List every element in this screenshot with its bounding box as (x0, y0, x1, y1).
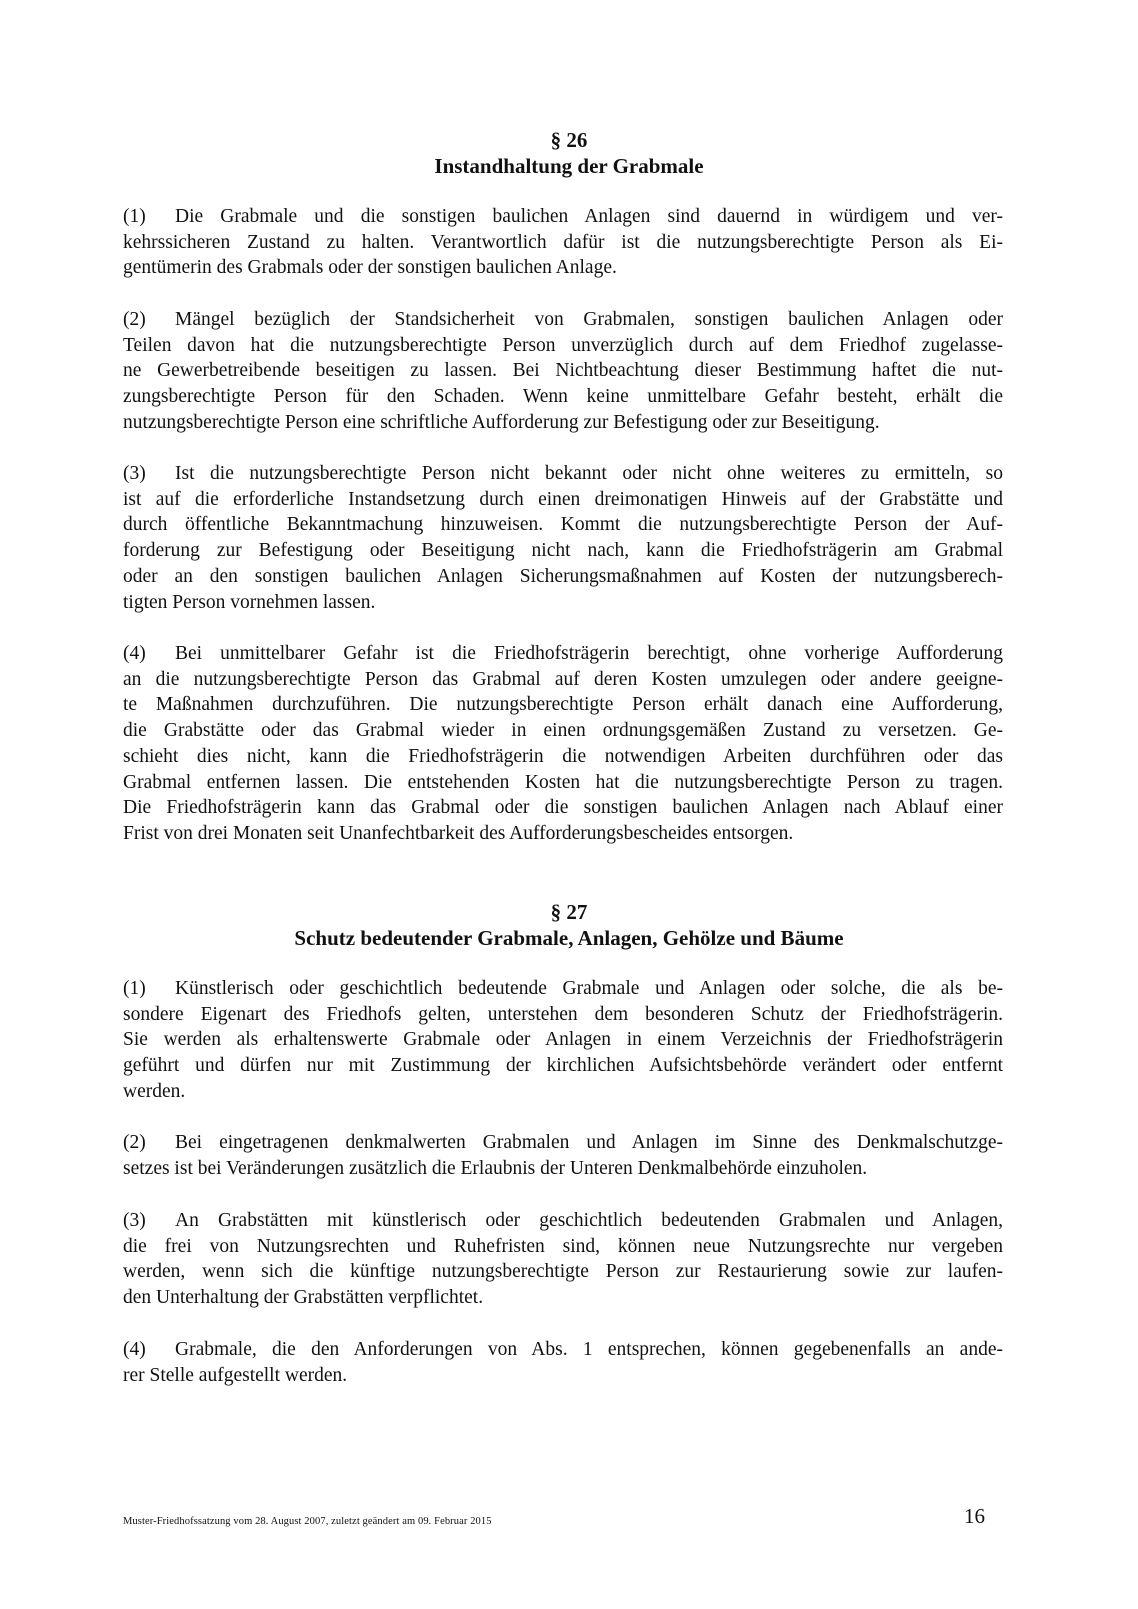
paragraph-line: (1) Künstlerisch oder geschichtlich bedeutende Grabmale und Anlagen oder solche, die als be- (123, 976, 1003, 1002)
section-27-paragraph-3 (123, 1208, 1003, 1311)
section-27-paragraph-4 (123, 1337, 1003, 1388)
paragraph-number: (1) (123, 978, 146, 999)
paragraph-line: (2) Bei eingetragenen denkmalwerten Grabmalen und Anlagen im Sinne des Denkmalschutzge- (123, 1130, 1003, 1156)
paragraph-line: nutzungsberechtigte Person eine schriftliche Aufforderung zur Befestigung oder zur Beseitigung. (123, 411, 880, 433)
paragraph-line: (4) Bei unmittelbarer Gefahr ist die Friedhofsträgerin berechtigt, ohne vorherige Aufforderung (123, 641, 1003, 667)
paragraph-line: te Maßnahmen durchzuführen. Die nutzungsberechtigte Person erhält danach eine Aufforderung, (123, 694, 1003, 716)
paragraph-line: die frei von Nutzungsrechten und Ruhefristen sind, können neue Nutzungsrechte nur vergeben (123, 1235, 1003, 1257)
section-27-paragraph-1 (123, 976, 1003, 1105)
paragraph-line: werden, wenn sich die künftige nutzungsberechtigte Person zur Restaurierung sowie zur laufen- (123, 1261, 1003, 1283)
section-27-paragraph-2 (123, 1130, 1003, 1181)
section-number: § 26 (550, 128, 588, 152)
paragraph-line: Grabmal entfernen lassen. Die entstehenden Kosten hat die nutzungsberechtigte Person zu tragen. (123, 771, 1003, 793)
paragraph-line: Frist von drei Monaten seit Unanfechtbarkeit des Aufforderungsbescheides entsorgen. (123, 822, 794, 844)
paragraph-number: (3) (123, 1210, 146, 1231)
paragraph-line: forderung zur Befestigung oder Beseitigung nicht nach, kann die Friedhofsträgerin am Grabmal (123, 540, 1003, 562)
section-title: Schutz bedeutender Grabmale, Anlagen, Gehölze und Bäume (294, 926, 844, 950)
paragraph-line: durch öffentliche Bekanntmachung hinzuweisen. Kommt die nutzungsberechtigte Person der Auf- (123, 514, 1003, 536)
paragraph-line: setzes ist bei Veränderungen zusätzlich die Erlaubnis der Unteren Denkmalbehörde einzuholen. (123, 1157, 868, 1179)
paragraph-line: sondere Eigenart des Friedhofs gelten, unterstehen dem besonderen Schutz der Friedhofsträgerin. (123, 1003, 1003, 1025)
paragraph-line: gentümerin des Grabmals oder der sonstigen baulichen Anlage. (123, 257, 617, 279)
paragraph-line: tigten Person vornehmen lassen. (123, 591, 376, 613)
paragraph-line: rer Stelle aufgestellt werden. (123, 1364, 348, 1386)
section-27-heading (0, 899, 1138, 951)
paragraph-number: (2) (123, 1132, 146, 1153)
footer-text: Muster-Friedhofssatzung vom 28. August 2007, zuletzt geändert am 09. Februar 2015 (123, 1516, 492, 1527)
paragraph-line: Die Friedhofsträgerin kann das Grabmal oder die sonstigen baulichen Anlagen nach Ablauf einer (123, 797, 1003, 819)
page-number: 16 (964, 1504, 985, 1528)
paragraph-number: (3) (123, 463, 146, 484)
paragraph-line: (3) An Grabstätten mit künstlerisch oder geschichtlich bedeutenden Grabmalen und Anlagen, (123, 1208, 1003, 1234)
paragraph-number: (2) (123, 309, 146, 330)
paragraph-line: den Unterhaltung der Grabstätten verpflichtet. (123, 1287, 484, 1309)
paragraph-line: (1) Die Grabmale und die sonstigen baulichen Anlagen sind dauernd in würdigem und ver- (123, 204, 1003, 230)
paragraph-line: werden. (123, 1080, 186, 1102)
paragraph-line: ist auf die erforderliche Instandsetzung durch einen dreimonatigen Hinweis auf der Grabstätte und (123, 488, 1003, 510)
paragraph-line: schieht dies nicht, kann die Friedhofsträgerin die notwendigen Arbeiten durchführen oder das (123, 745, 1003, 767)
section-26-heading (0, 127, 1138, 179)
paragraph-line: (2) Mängel bezüglich der Standsicherheit von Grabmalen, sonstigen baulichen Anlagen oder (123, 307, 1003, 333)
paragraph-number: (4) (123, 643, 146, 664)
paragraph-number: (1) (123, 206, 146, 227)
section-26-paragraph-3 (123, 461, 1003, 615)
section-title: Instandhaltung der Grabmale (434, 154, 704, 178)
paragraph-line: (3) Ist die nutzungsberechtigte Person nicht bekannt oder nicht ohne weiteres zu ermitteln, so (123, 461, 1003, 487)
paragraph-line: (4) Grabmale, die den Anforderungen von Abs. 1 entsprechen, können gegebenenfalls an ande- (123, 1337, 1003, 1363)
paragraph-line: oder an den sonstigen baulichen Anlagen Sicherungsmaßnahmen auf Kosten der nutzungsberech- (123, 565, 1003, 587)
paragraph-line: kehrssicheren Zustand zu halten. Verantwortlich dafür ist die nutzungsberechtigte Person als Ei- (123, 231, 1003, 253)
section-26-paragraph-2 (123, 307, 1003, 436)
paragraph-line: geführt und dürfen nur mit Zustimmung der kirchlichen Aufsichtsbehörde verändert oder entfernt (123, 1055, 1003, 1077)
paragraph-number: (4) (123, 1339, 146, 1360)
paragraph-line: die Grabstätte oder das Grabmal wieder in einen ordnungsgemäßen Zustand zu versetzen. Ge- (123, 720, 1003, 742)
paragraph-line: ne Gewerbetreibende beseitigen zu lassen. Bei Nichtbeachtung dieser Bestimmung haftet die nut- (123, 360, 1003, 382)
section-26-paragraph-1 (123, 204, 1003, 281)
paragraph-line: an die nutzungsberechtigte Person das Grabmal auf deren Kosten umzulegen oder andere geeigne- (123, 668, 1003, 690)
paragraph-line: Teilen davon hat die nutzungsberechtigte Person unverzüglich durch auf dem Friedhof zugelasse- (123, 334, 1003, 356)
paragraph-line: zungsberechtigte Person für den Schaden. Wenn keine unmittelbare Gefahr besteht, erhält die (123, 386, 1003, 408)
section-number: § 27 (550, 900, 588, 924)
section-26-paragraph-4 (123, 641, 1003, 847)
paragraph-line: Sie werden als erhaltenswerte Grabmale oder Anlagen in einem Verzeichnis der Friedhofsträgerin (123, 1029, 1003, 1051)
